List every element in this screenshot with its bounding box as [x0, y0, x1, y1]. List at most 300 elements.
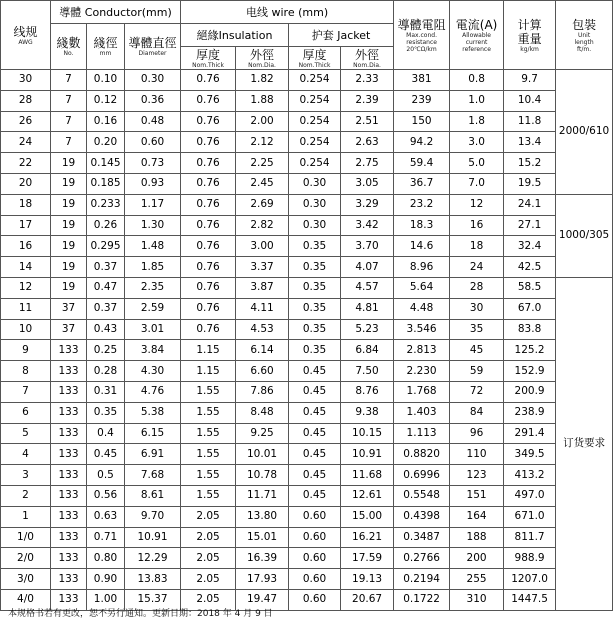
- strands-cell: 37: [51, 298, 87, 319]
- conductor-diameter-cell: 1.17: [125, 194, 181, 215]
- header-weight: 计算 重量 kg/km: [504, 1, 556, 70]
- weight-cell: 13.4: [504, 132, 556, 153]
- awg-cell: 3: [1, 465, 51, 486]
- weight-cell: 24.1: [504, 194, 556, 215]
- jacket-thickness-cell: 0.254: [289, 70, 341, 91]
- insulation-thickness-cell: 2.05: [181, 527, 236, 548]
- resistance-cell: 0.2766: [394, 548, 450, 569]
- insulation-thickness-cell: 0.76: [181, 215, 236, 236]
- insulation-thickness-cell: 0.76: [181, 298, 236, 319]
- header-resistance: 導體電阻 Max.cond. resistance 20℃Ω/km: [394, 1, 450, 70]
- header-packing: 包裝 Unit length ft/m.: [556, 1, 613, 70]
- jacket-thickness-cell: 0.254: [289, 90, 341, 111]
- jacket-thickness-cell: 0.60: [289, 589, 341, 610]
- jacket-od-cell: 12.61: [341, 485, 394, 506]
- header-current: 電流(A) Allowable current reference: [450, 1, 504, 70]
- awg-cell: 18: [1, 194, 51, 215]
- strand-diameter-cell: 0.56: [87, 485, 125, 506]
- strands-cell: 133: [51, 361, 87, 382]
- resistance-cell: 23.2: [394, 194, 450, 215]
- strands-cell: 133: [51, 465, 87, 486]
- table-row: [1, 465, 613, 486]
- jacket-od-cell: 2.39: [341, 90, 394, 111]
- weight-cell: 42.5: [504, 257, 556, 278]
- insulation-od-cell: 7.86: [236, 381, 289, 402]
- conductor-diameter-cell: 1.30: [125, 215, 181, 236]
- awg-cell: 7: [1, 381, 51, 402]
- conductor-diameter-cell: 0.73: [125, 153, 181, 174]
- strand-diameter-cell: 0.16: [87, 111, 125, 132]
- strands-cell: 133: [51, 589, 87, 610]
- resistance-cell: 0.2194: [394, 569, 450, 590]
- jacket-thickness-cell: 0.35: [289, 236, 341, 257]
- resistance-cell: 2.813: [394, 340, 450, 361]
- jacket-thickness-cell: 0.35: [289, 298, 341, 319]
- weight-cell: 1447.5: [504, 589, 556, 610]
- header-awg: 线规 AWG: [1, 1, 51, 70]
- current-cell: 96: [450, 423, 504, 444]
- weight-cell: 497.0: [504, 485, 556, 506]
- strand-diameter-cell: 0.4: [87, 423, 125, 444]
- awg-cell: 1/0: [1, 527, 51, 548]
- awg-cell: 2: [1, 485, 51, 506]
- strand-diameter-cell: 0.5: [87, 465, 125, 486]
- resistance-cell: 1.403: [394, 402, 450, 423]
- weight-cell: 811.7: [504, 527, 556, 548]
- insulation-od-cell: 2.69: [236, 194, 289, 215]
- insulation-thickness-cell: 0.76: [181, 257, 236, 278]
- resistance-cell: 18.3: [394, 215, 450, 236]
- resistance-cell: 0.1722: [394, 589, 450, 610]
- awg-cell: 10: [1, 319, 51, 340]
- insulation-od-cell: 10.01: [236, 444, 289, 465]
- table-row: [1, 236, 613, 257]
- table-row: [1, 277, 613, 298]
- awg-cell: 3/0: [1, 569, 51, 590]
- current-cell: 24: [450, 257, 504, 278]
- jacket-od-cell: 11.68: [341, 465, 394, 486]
- conductor-diameter-cell: 10.91: [125, 527, 181, 548]
- awg-cell: 11: [1, 298, 51, 319]
- insulation-od-cell: 17.93: [236, 569, 289, 590]
- strands-cell: 133: [51, 444, 87, 465]
- jacket-od-cell: 17.59: [341, 548, 394, 569]
- jacket-thickness-cell: 0.45: [289, 423, 341, 444]
- header-jacket-od: 外徑 Nom.Dia.: [341, 47, 394, 70]
- current-cell: 3.0: [450, 132, 504, 153]
- jacket-od-cell: 3.29: [341, 194, 394, 215]
- jacket-thickness-cell: 0.60: [289, 506, 341, 527]
- strand-diameter-cell: 0.28: [87, 361, 125, 382]
- resistance-cell: 3.546: [394, 319, 450, 340]
- table-row: [1, 319, 613, 340]
- current-cell: 59: [450, 361, 504, 382]
- strands-cell: 7: [51, 132, 87, 153]
- weight-cell: 15.2: [504, 153, 556, 174]
- current-cell: 310: [450, 589, 504, 610]
- insulation-od-cell: 1.82: [236, 70, 289, 91]
- jacket-od-cell: 2.63: [341, 132, 394, 153]
- conductor-diameter-cell: 3.84: [125, 340, 181, 361]
- jacket-thickness-cell: 0.45: [289, 381, 341, 402]
- current-cell: 5.0: [450, 153, 504, 174]
- resistance-cell: 2.230: [394, 361, 450, 382]
- header-strands: 綫數 No.: [51, 24, 87, 70]
- jacket-thickness-cell: 0.60: [289, 569, 341, 590]
- insulation-od-cell: 16.39: [236, 548, 289, 569]
- jacket-thickness-cell: 0.30: [289, 173, 341, 194]
- awg-cell: 16: [1, 236, 51, 257]
- insulation-thickness-cell: 1.15: [181, 340, 236, 361]
- conductor-diameter-cell: 8.61: [125, 485, 181, 506]
- awg-cell: 20: [1, 173, 51, 194]
- weight-cell: 10.4: [504, 90, 556, 111]
- table-row: [1, 381, 613, 402]
- awg-cell: 9: [1, 340, 51, 361]
- conductor-diameter-cell: 13.83: [125, 569, 181, 590]
- jacket-od-cell: 15.00: [341, 506, 394, 527]
- awg-cell: 8: [1, 361, 51, 382]
- weight-cell: 125.2: [504, 340, 556, 361]
- strands-cell: 133: [51, 485, 87, 506]
- current-cell: 35: [450, 319, 504, 340]
- jacket-od-cell: 2.75: [341, 153, 394, 174]
- table-row: [1, 215, 613, 236]
- jacket-thickness-cell: 0.35: [289, 257, 341, 278]
- table-row: [1, 194, 613, 215]
- current-cell: 84: [450, 402, 504, 423]
- strand-diameter-cell: 0.185: [87, 173, 125, 194]
- insulation-thickness-cell: 1.55: [181, 485, 236, 506]
- insulation-thickness-cell: 2.05: [181, 569, 236, 590]
- current-cell: 30: [450, 298, 504, 319]
- weight-cell: 58.5: [504, 277, 556, 298]
- current-cell: 1.0: [450, 90, 504, 111]
- jacket-od-cell: 20.67: [341, 589, 394, 610]
- insulation-od-cell: 19.47: [236, 589, 289, 610]
- strands-cell: 19: [51, 236, 87, 257]
- awg-cell: 5: [1, 423, 51, 444]
- current-cell: 110: [450, 444, 504, 465]
- insulation-thickness-cell: 0.76: [181, 70, 236, 91]
- insulation-thickness-cell: 2.05: [181, 589, 236, 610]
- resistance-cell: 0.8820: [394, 444, 450, 465]
- strand-diameter-cell: 0.25: [87, 340, 125, 361]
- packing-cell: 1000/305: [556, 194, 613, 277]
- insulation-thickness-cell: 0.76: [181, 111, 236, 132]
- table-row: [1, 361, 613, 382]
- insulation-thickness-cell: 0.76: [181, 90, 236, 111]
- table-row: [1, 111, 613, 132]
- conductor-diameter-cell: 4.76: [125, 381, 181, 402]
- insulation-od-cell: 3.87: [236, 277, 289, 298]
- table-row: [1, 90, 613, 111]
- strand-diameter-cell: 0.43: [87, 319, 125, 340]
- strand-diameter-cell: 0.12: [87, 90, 125, 111]
- current-cell: 28: [450, 277, 504, 298]
- strands-cell: 19: [51, 194, 87, 215]
- awg-cell: 4: [1, 444, 51, 465]
- insulation-thickness-cell: 0.76: [181, 319, 236, 340]
- header-jacket-group: 护套 Jacket: [289, 24, 394, 47]
- packing-cell: 2000/610: [556, 70, 613, 195]
- insulation-thickness-cell: 2.05: [181, 548, 236, 569]
- strand-diameter-cell: 0.37: [87, 257, 125, 278]
- jacket-od-cell: 4.81: [341, 298, 394, 319]
- table-row: [1, 569, 613, 590]
- awg-cell: 24: [1, 132, 51, 153]
- insulation-od-cell: 13.80: [236, 506, 289, 527]
- insulation-od-cell: 9.25: [236, 423, 289, 444]
- awg-cell: 14: [1, 257, 51, 278]
- strands-cell: 7: [51, 90, 87, 111]
- header-strand-diameter: 綫徑 mm: [87, 24, 125, 70]
- insulation-thickness-cell: 1.55: [181, 402, 236, 423]
- resistance-cell: 14.6: [394, 236, 450, 257]
- header-insulation-od: 外徑 Nom.Dia.: [236, 47, 289, 70]
- current-cell: 45: [450, 340, 504, 361]
- table-row: [1, 340, 613, 361]
- strand-diameter-cell: 0.35: [87, 402, 125, 423]
- jacket-od-cell: 3.70: [341, 236, 394, 257]
- insulation-od-cell: 11.71: [236, 485, 289, 506]
- table-row: [1, 298, 613, 319]
- jacket-od-cell: 4.07: [341, 257, 394, 278]
- resistance-cell: 0.3487: [394, 527, 450, 548]
- jacket-od-cell: 6.84: [341, 340, 394, 361]
- insulation-thickness-cell: 0.76: [181, 236, 236, 257]
- jacket-od-cell: 4.57: [341, 277, 394, 298]
- spec-table-body: [1, 70, 613, 611]
- strand-diameter-cell: 0.31: [87, 381, 125, 402]
- conductor-diameter-cell: 6.91: [125, 444, 181, 465]
- resistance-cell: 239: [394, 90, 450, 111]
- weight-cell: 83.8: [504, 319, 556, 340]
- strand-diameter-cell: 0.233: [87, 194, 125, 215]
- resistance-cell: 4.48: [394, 298, 450, 319]
- jacket-od-cell: 2.33: [341, 70, 394, 91]
- strands-cell: 133: [51, 506, 87, 527]
- header-wire-group: 电线 wire (mm): [181, 1, 394, 24]
- weight-cell: 988.9: [504, 548, 556, 569]
- insulation-thickness-cell: 0.76: [181, 132, 236, 153]
- table-row: [1, 132, 613, 153]
- awg-cell: 6: [1, 402, 51, 423]
- resistance-cell: 8.96: [394, 257, 450, 278]
- jacket-thickness-cell: 0.45: [289, 444, 341, 465]
- weight-cell: 67.0: [504, 298, 556, 319]
- table-row: [1, 485, 613, 506]
- weight-cell: 1207.0: [504, 569, 556, 590]
- strand-diameter-cell: 0.145: [87, 153, 125, 174]
- jacket-thickness-cell: 0.45: [289, 485, 341, 506]
- strand-diameter-cell: 0.26: [87, 215, 125, 236]
- resistance-cell: 5.64: [394, 277, 450, 298]
- resistance-cell: 59.4: [394, 153, 450, 174]
- insulation-od-cell: 2.12: [236, 132, 289, 153]
- strand-diameter-cell: 1.00: [87, 589, 125, 610]
- weight-cell: 238.9: [504, 402, 556, 423]
- insulation-thickness-cell: 1.55: [181, 444, 236, 465]
- weight-cell: 349.5: [504, 444, 556, 465]
- insulation-od-cell: 6.14: [236, 340, 289, 361]
- conductor-diameter-cell: 3.01: [125, 319, 181, 340]
- awg-cell: 22: [1, 153, 51, 174]
- strands-cell: 37: [51, 319, 87, 340]
- jacket-od-cell: 2.51: [341, 111, 394, 132]
- weight-cell: 152.9: [504, 361, 556, 382]
- insulation-od-cell: 2.25: [236, 153, 289, 174]
- jacket-od-cell: 8.76: [341, 381, 394, 402]
- jacket-thickness-cell: 0.30: [289, 194, 341, 215]
- conductor-diameter-cell: 0.36: [125, 90, 181, 111]
- resistance-cell: 381: [394, 70, 450, 91]
- resistance-cell: 150: [394, 111, 450, 132]
- insulation-thickness-cell: 0.76: [181, 173, 236, 194]
- table-row: [1, 173, 613, 194]
- jacket-od-cell: 19.13: [341, 569, 394, 590]
- awg-cell: 26: [1, 111, 51, 132]
- strand-diameter-cell: 0.71: [87, 527, 125, 548]
- current-cell: 123: [450, 465, 504, 486]
- jacket-od-cell: 10.91: [341, 444, 394, 465]
- current-cell: 72: [450, 381, 504, 402]
- strand-diameter-cell: 0.295: [87, 236, 125, 257]
- insulation-od-cell: 3.00: [236, 236, 289, 257]
- weight-cell: 9.7: [504, 70, 556, 91]
- conductor-diameter-cell: 2.35: [125, 277, 181, 298]
- conductor-diameter-cell: 0.60: [125, 132, 181, 153]
- jacket-od-cell: 9.38: [341, 402, 394, 423]
- awg-cell: 1: [1, 506, 51, 527]
- jacket-od-cell: 3.42: [341, 215, 394, 236]
- weight-cell: 200.9: [504, 381, 556, 402]
- awg-cell: 28: [1, 90, 51, 111]
- strand-diameter-cell: 0.90: [87, 569, 125, 590]
- current-cell: 200: [450, 548, 504, 569]
- insulation-od-cell: 8.48: [236, 402, 289, 423]
- insulation-thickness-cell: 0.76: [181, 194, 236, 215]
- jacket-thickness-cell: 0.45: [289, 361, 341, 382]
- strands-cell: 7: [51, 70, 87, 91]
- current-cell: 7.0: [450, 173, 504, 194]
- table-row: [1, 444, 613, 465]
- strand-diameter-cell: 0.10: [87, 70, 125, 91]
- jacket-thickness-cell: 0.30: [289, 215, 341, 236]
- strands-cell: 7: [51, 111, 87, 132]
- jacket-od-cell: 7.50: [341, 361, 394, 382]
- resistance-cell: 94.2: [394, 132, 450, 153]
- jacket-od-cell: 5.23: [341, 319, 394, 340]
- header-conductor-group: 導體 Conductor(mm): [51, 1, 181, 24]
- strand-diameter-cell: 0.37: [87, 298, 125, 319]
- current-cell: 255: [450, 569, 504, 590]
- table-row: [1, 527, 613, 548]
- jacket-od-cell: 10.15: [341, 423, 394, 444]
- strand-diameter-cell: 0.80: [87, 548, 125, 569]
- weight-cell: 291.4: [504, 423, 556, 444]
- header-conductor-diameter: 導體直徑 Diameter: [125, 24, 181, 70]
- conductor-diameter-cell: 5.38: [125, 402, 181, 423]
- conductor-diameter-cell: 9.70: [125, 506, 181, 527]
- insulation-thickness-cell: 2.05: [181, 506, 236, 527]
- conductor-diameter-cell: 0.48: [125, 111, 181, 132]
- awg-cell: 2/0: [1, 548, 51, 569]
- insulation-od-cell: 10.78: [236, 465, 289, 486]
- resistance-cell: 0.6996: [394, 465, 450, 486]
- conductor-diameter-cell: 6.15: [125, 423, 181, 444]
- strands-cell: 19: [51, 257, 87, 278]
- awg-cell: 4/0: [1, 589, 51, 610]
- strand-diameter-cell: 0.45: [87, 444, 125, 465]
- strands-cell: 19: [51, 215, 87, 236]
- jacket-thickness-cell: 0.254: [289, 111, 341, 132]
- table-row: [1, 402, 613, 423]
- resistance-cell: 36.7: [394, 173, 450, 194]
- insulation-thickness-cell: 1.55: [181, 423, 236, 444]
- weight-cell: 32.4: [504, 236, 556, 257]
- jacket-thickness-cell: 0.60: [289, 548, 341, 569]
- conductor-diameter-cell: 15.37: [125, 589, 181, 610]
- current-cell: 1.8: [450, 111, 504, 132]
- conductor-diameter-cell: 2.59: [125, 298, 181, 319]
- jacket-thickness-cell: 0.254: [289, 132, 341, 153]
- strands-cell: 19: [51, 277, 87, 298]
- insulation-od-cell: 15.01: [236, 527, 289, 548]
- jacket-thickness-cell: 0.60: [289, 527, 341, 548]
- jacket-thickness-cell: 0.254: [289, 153, 341, 174]
- jacket-thickness-cell: 0.35: [289, 277, 341, 298]
- resistance-cell: 0.4398: [394, 506, 450, 527]
- insulation-od-cell: 6.60: [236, 361, 289, 382]
- insulation-od-cell: 2.82: [236, 215, 289, 236]
- header-jacket-thickness: 厚度 Nom.Thick: [289, 47, 341, 70]
- insulation-thickness-cell: 0.76: [181, 277, 236, 298]
- strands-cell: 133: [51, 381, 87, 402]
- jacket-thickness-cell: 0.45: [289, 402, 341, 423]
- table-row: [1, 506, 613, 527]
- awg-cell: 17: [1, 215, 51, 236]
- weight-cell: 671.0: [504, 506, 556, 527]
- resistance-cell: 1.113: [394, 423, 450, 444]
- resistance-cell: 1.768: [394, 381, 450, 402]
- strands-cell: 133: [51, 340, 87, 361]
- packing-cell: 订货要求: [556, 277, 613, 610]
- insulation-od-cell: 2.45: [236, 173, 289, 194]
- insulation-od-cell: 4.11: [236, 298, 289, 319]
- conductor-diameter-cell: 1.85: [125, 257, 181, 278]
- conductor-diameter-cell: 0.93: [125, 173, 181, 194]
- resistance-cell: 0.5548: [394, 485, 450, 506]
- table-row: [1, 423, 613, 444]
- jacket-od-cell: 3.05: [341, 173, 394, 194]
- weight-cell: 11.8: [504, 111, 556, 132]
- insulation-thickness-cell: 1.55: [181, 381, 236, 402]
- jacket-thickness-cell: 0.35: [289, 319, 341, 340]
- current-cell: 18: [450, 236, 504, 257]
- weight-cell: 27.1: [504, 215, 556, 236]
- insulation-thickness-cell: 1.15: [181, 361, 236, 382]
- strands-cell: 133: [51, 423, 87, 444]
- weight-cell: 19.5: [504, 173, 556, 194]
- insulation-od-cell: 2.00: [236, 111, 289, 132]
- jacket-od-cell: 16.21: [341, 527, 394, 548]
- current-cell: 188: [450, 527, 504, 548]
- table-row: [1, 70, 613, 91]
- strands-cell: 19: [51, 173, 87, 194]
- weight-cell: 413.2: [504, 465, 556, 486]
- insulation-od-cell: 4.53: [236, 319, 289, 340]
